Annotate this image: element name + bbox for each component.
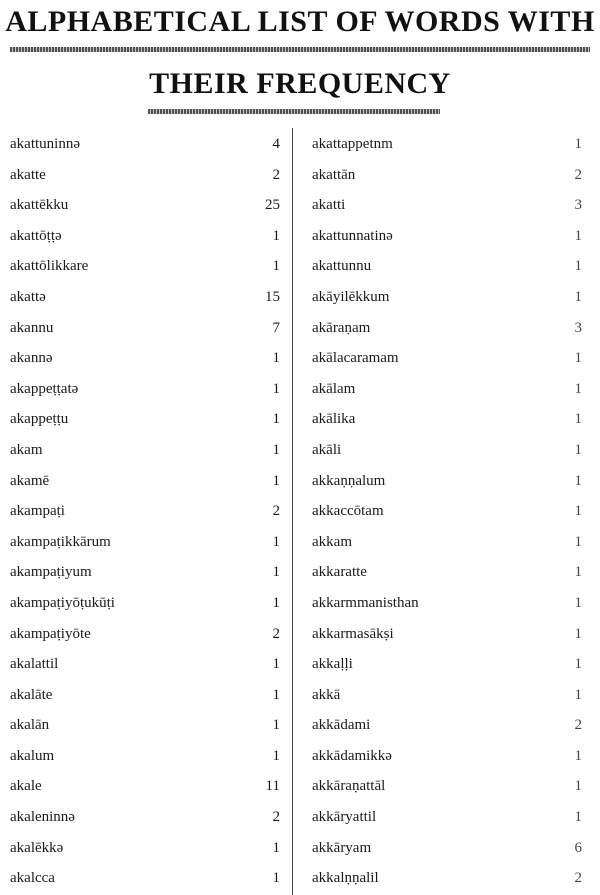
frequency-value: 1 [272,656,280,673]
frequency-value: 1 [272,686,280,703]
word-entry: akampaṭi [10,503,65,520]
list-item [312,496,582,527]
word-entry: akampaṭiyōte [10,625,91,642]
list-item [312,557,582,588]
word-entry: akattunnu [312,258,372,275]
frequency-value: 1 [574,227,582,244]
list-item [312,588,582,619]
frequency-value: 1 [272,472,280,489]
list-item [312,374,582,405]
frequency-value: 1 [574,594,582,611]
word-entry: akappeṭṭu [10,411,69,428]
list-item [312,190,582,221]
frequency-value: 1 [574,778,582,795]
list-item [312,313,582,344]
word-entry: akkaṇṇalum [312,472,386,489]
frequency-value: 2 [574,870,582,887]
frequency-value: 3 [574,319,582,336]
frequency-value: 1 [574,656,582,673]
word-entry: akalum [10,747,55,764]
word-list-left-column [10,129,280,894]
word-entry: akkā [312,686,341,703]
frequency-value: 1 [272,258,280,275]
word-entry: akattappetnm [312,136,393,152]
frequency-value: 1 [272,350,280,367]
list-item [312,680,582,711]
word-entry: akattōṭṭə [10,227,62,244]
list-item [312,466,582,497]
word-entry: akkādami [312,717,371,734]
word-entry: akannə [10,350,53,367]
word-entry: akampaṭikkārum [10,533,111,550]
frequency-value: 3 [574,197,582,214]
frequency-value: 1 [574,411,582,428]
word-entry: akāli [312,441,342,458]
list-item [10,833,280,864]
frequency-value: 1 [574,136,582,152]
word-entry: akalattil [10,656,59,673]
list-item [10,496,280,527]
frequency-value: 2 [272,809,280,826]
word-entry: akattēkku [10,197,69,214]
page-subtitle: THEIR FREQUENCY [149,67,451,100]
list-item [312,404,582,435]
list-item [312,251,582,282]
word-entry: akappeṭṭatə [10,380,79,397]
word-entry: akampaṭiyum [10,564,92,581]
word-entry: akattān [312,166,356,183]
list-item [312,221,582,252]
list-item [10,649,280,680]
frequency-value: 25 [265,197,280,214]
word-entry: akamē [10,472,50,489]
word-entry: akkāryam [312,839,372,856]
frequency-value: 1 [272,533,280,550]
word-entry: akampaṭiyōṭukūṭi [10,594,115,611]
subtitle-underline [148,109,440,114]
frequency-value: 15 [265,288,280,305]
frequency-value: 2 [574,717,582,734]
frequency-value: 2 [272,625,280,642]
word-entry: akāyilēkkum [312,288,390,305]
page-title: ALPHABETICAL LIST OF WORDS WITH [5,5,595,38]
list-item [10,588,280,619]
list-item [10,802,280,833]
frequency-value: 1 [574,350,582,367]
list-item [10,190,280,221]
list-item [312,649,582,680]
frequency-value: 1 [574,380,582,397]
frequency-value: 1 [574,503,582,520]
list-item [10,619,280,650]
word-entry: akkalṇṇalil [312,870,379,887]
list-item [10,129,280,160]
word-entry: akam [10,441,43,458]
list-item [10,343,280,374]
word-list-right-column [312,129,582,894]
frequency-value: 1 [574,441,582,458]
word-entry: akatte [10,166,46,183]
word-entry: akale [10,778,42,795]
list-item [10,160,280,191]
frequency-value: 7 [272,319,280,336]
frequency-value: 1 [574,533,582,550]
word-entry: akkāraṇattāl [312,778,386,795]
frequency-value: 1 [574,747,582,764]
list-item [10,466,280,497]
word-entry: akkarmmanisthan [312,594,419,611]
frequency-value: 1 [272,839,280,856]
frequency-value: 1 [574,288,582,305]
frequency-value: 1 [272,441,280,458]
list-item [312,129,582,160]
frequency-value: 1 [272,717,280,734]
frequency-value: 1 [574,686,582,703]
word-entry: akkarmasākṣi [312,625,394,642]
column-divider [292,128,293,895]
list-item [312,527,582,558]
frequency-value: 1 [272,564,280,581]
list-item [312,741,582,772]
list-item [10,404,280,435]
list-item [10,251,280,282]
word-entry: akalāte [10,686,53,703]
list-item [312,833,582,864]
frequency-value: 6 [574,839,582,856]
word-entry: akkam [312,533,352,550]
list-item [312,160,582,191]
frequency-value: 2 [272,503,280,520]
word-entry: akalēkkə [10,839,64,856]
list-item [312,282,582,313]
word-entry: akālika [312,411,356,428]
frequency-value: 4 [272,136,280,152]
frequency-value: 1 [574,809,582,826]
frequency-value: 1 [272,411,280,428]
word-entry: akālam [312,380,356,397]
frequency-value: 2 [272,166,280,183]
list-item [10,313,280,344]
list-item [10,863,280,894]
frequency-value: 1 [574,258,582,275]
list-item [10,710,280,741]
list-item [312,619,582,650]
word-entry: akattōlikkare [10,258,89,275]
word-entry: akannu [10,319,54,336]
list-item [312,863,582,894]
word-entry: akkādamikkə [312,747,392,764]
list-item [10,374,280,405]
list-item [10,527,280,558]
frequency-value: 1 [574,472,582,489]
word-entry: akattunnatinə [312,227,393,244]
word-entry: akkaccōtam [312,503,384,520]
word-entry: akkaratte [312,564,367,581]
list-item [10,221,280,252]
list-item [312,710,582,741]
list-item [10,282,280,313]
list-item [10,557,280,588]
frequency-value: 1 [574,564,582,581]
word-entry: akatti [312,197,346,214]
word-entry: akattuninnə [10,136,80,152]
word-entry: akkaḷḷi [312,656,353,673]
word-entry: akalān [10,717,50,734]
word-entry: akattə [10,288,46,305]
word-entry: akāraṇam [312,319,371,336]
list-item [312,802,582,833]
list-item [10,741,280,772]
frequency-value: 11 [265,778,280,795]
list-item [10,680,280,711]
frequency-value: 1 [272,594,280,611]
list-item [10,771,280,802]
list-item [312,343,582,374]
word-entry: akālacaramam [312,350,399,367]
list-item [312,771,582,802]
word-entry: akkāryattil [312,809,377,826]
title-underline [10,47,590,52]
frequency-value: 1 [574,625,582,642]
word-entry: akalcca [10,870,55,887]
list-item [312,435,582,466]
frequency-value: 1 [272,870,280,887]
frequency-value: 1 [272,227,280,244]
frequency-value: 1 [272,747,280,764]
list-item [10,435,280,466]
frequency-value: 1 [272,380,280,397]
frequency-value: 2 [574,166,582,183]
word-entry: akaleninnə [10,809,75,826]
